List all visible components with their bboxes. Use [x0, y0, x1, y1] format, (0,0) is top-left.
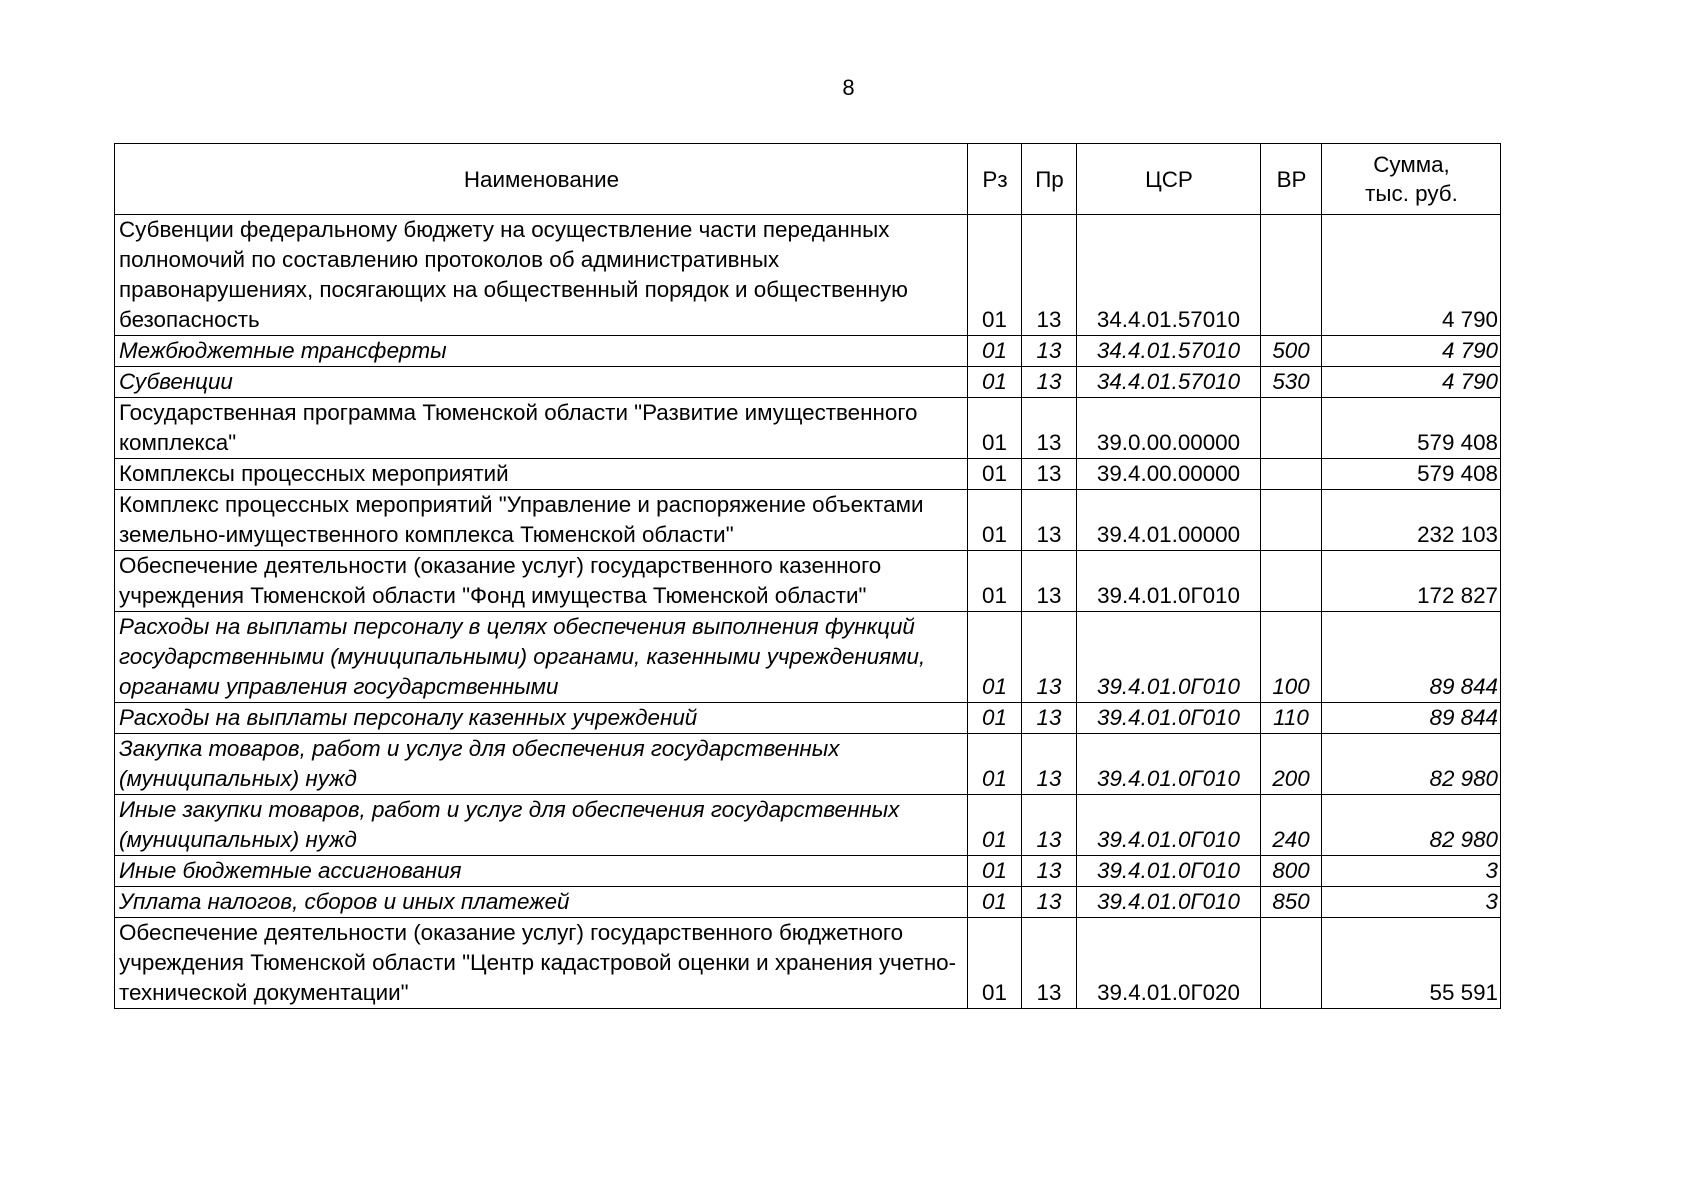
row-name: Иные бюджетные ассигнования — [115, 856, 968, 887]
table-row — [115, 367, 1501, 398]
row-pr: 13 — [1022, 703, 1077, 734]
row-sum: 172 827 — [1322, 551, 1501, 612]
row-sum: 89 844 — [1322, 703, 1501, 734]
row-vr — [1261, 918, 1322, 1009]
table-row — [115, 795, 1501, 856]
table-body — [115, 215, 1501, 1009]
row-csr: 39.4.01.0Г010 — [1077, 612, 1261, 703]
row-csr: 39.4.00.00000 — [1077, 459, 1261, 490]
row-pr: 13 — [1022, 612, 1077, 703]
row-rz: 01 — [968, 215, 1022, 336]
row-vr: 240 — [1261, 795, 1322, 856]
row-rz: 01 — [968, 795, 1022, 856]
row-sum: 82 980 — [1322, 795, 1501, 856]
row-rz: 01 — [968, 490, 1022, 551]
row-name: Комплексы процессных мероприятий — [115, 459, 968, 490]
row-name: Комплекс процессных мероприятий "Управление и распоряжение объектами земельно-имущественного комплекса Тюменской области" — [115, 490, 968, 551]
row-name: Закупка товаров, работ и услуг для обеспечения государственных (муниципальных) нужд — [115, 734, 968, 795]
row-vr — [1261, 398, 1322, 459]
table-row — [115, 734, 1501, 795]
header-rz: Рз — [968, 144, 1022, 215]
row-vr: 800 — [1261, 856, 1322, 887]
row-csr: 34.4.01.57010 — [1077, 367, 1261, 398]
row-vr: 110 — [1261, 703, 1322, 734]
row-pr: 13 — [1022, 918, 1077, 1009]
row-vr — [1261, 490, 1322, 551]
header-name: Наименование — [115, 144, 968, 215]
header-sum: Сумма, тыс. руб. — [1322, 144, 1501, 215]
row-pr: 13 — [1022, 367, 1077, 398]
row-csr: 39.4.01.0Г010 — [1077, 887, 1261, 918]
page-number: 8 — [842, 75, 855, 100]
row-name: Расходы на выплаты персоналу казенных учреждений — [115, 703, 968, 734]
row-pr: 13 — [1022, 490, 1077, 551]
row-pr: 13 — [1022, 459, 1077, 490]
row-name: Расходы на выплаты персоналу в целях обеспечения выполнения функций государственными (муниципальными) органами, казенными учреждениями, органами управления государственными — [115, 612, 968, 703]
row-pr: 13 — [1022, 887, 1077, 918]
row-rz: 01 — [968, 612, 1022, 703]
row-csr: 39.4.01.0Г020 — [1077, 918, 1261, 1009]
row-rz: 01 — [968, 336, 1022, 367]
row-name: Субвенции — [115, 367, 968, 398]
header-csr: ЦСР — [1077, 144, 1261, 215]
table-row — [115, 490, 1501, 551]
row-sum: 3 — [1322, 856, 1501, 887]
table-row — [115, 459, 1501, 490]
row-rz: 01 — [968, 918, 1022, 1009]
row-csr: 39.0.00.00000 — [1077, 398, 1261, 459]
table-row — [115, 336, 1501, 367]
row-rz: 01 — [968, 459, 1022, 490]
row-sum: 82 980 — [1322, 734, 1501, 795]
header-pr: Пр — [1022, 144, 1077, 215]
row-csr: 39.4.01.0Г010 — [1077, 734, 1261, 795]
table-row — [115, 398, 1501, 459]
row-csr: 39.4.01.00000 — [1077, 490, 1261, 551]
row-pr: 13 — [1022, 398, 1077, 459]
row-sum: 55 591 — [1322, 918, 1501, 1009]
row-csr: 39.4.01.0Г010 — [1077, 703, 1261, 734]
row-rz: 01 — [968, 703, 1022, 734]
row-rz: 01 — [968, 398, 1022, 459]
row-vr: 850 — [1261, 887, 1322, 918]
row-name: Иные закупки товаров, работ и услуг для обеспечения государственных (муниципальных) нужд — [115, 795, 968, 856]
row-pr: 13 — [1022, 551, 1077, 612]
row-vr: 200 — [1261, 734, 1322, 795]
row-rz: 01 — [968, 551, 1022, 612]
table-row — [115, 215, 1501, 336]
row-pr: 13 — [1022, 856, 1077, 887]
row-rz: 01 — [968, 856, 1022, 887]
row-sum: 89 844 — [1322, 612, 1501, 703]
row-vr: 100 — [1261, 612, 1322, 703]
table-row — [115, 703, 1501, 734]
row-vr — [1261, 215, 1322, 336]
row-pr: 13 — [1022, 795, 1077, 856]
row-name: Субвенции федеральному бюджету на осуществление части переданных полномочий по составлению протоколов об административных правонарушениях, посягающих на общественный порядок и общественную безопасность — [115, 215, 968, 336]
header-row — [115, 144, 1501, 215]
table-header — [115, 144, 1501, 215]
row-csr: 34.4.01.57010 — [1077, 215, 1261, 336]
row-name: Обеспечение деятельности (оказание услуг) государственного казенного учреждения Тюменской области "Фонд имущества Тюменской области" — [115, 551, 968, 612]
table-row — [115, 551, 1501, 612]
row-pr: 13 — [1022, 734, 1077, 795]
row-sum: 579 408 — [1322, 398, 1501, 459]
row-csr: 39.4.01.0Г010 — [1077, 551, 1261, 612]
row-vr: 500 — [1261, 336, 1322, 367]
row-name: Обеспечение деятельности (оказание услуг) государственного бюджетного учреждения Тюменской области "Центр кадастровой оценки и хранения учетно-технической документации" — [115, 918, 968, 1009]
row-csr: 34.4.01.57010 — [1077, 336, 1261, 367]
row-name: Уплата налогов, сборов и иных платежей — [115, 887, 968, 918]
row-name: Государственная программа Тюменской области "Развитие имущественного комплекса" — [115, 398, 968, 459]
row-rz: 01 — [968, 887, 1022, 918]
table-row — [115, 612, 1501, 703]
row-pr: 13 — [1022, 215, 1077, 336]
row-sum: 3 — [1322, 887, 1501, 918]
row-pr: 13 — [1022, 336, 1077, 367]
row-sum: 4 790 — [1322, 367, 1501, 398]
header-vr: ВР — [1261, 144, 1322, 215]
row-sum: 4 790 — [1322, 215, 1501, 336]
row-sum: 4 790 — [1322, 336, 1501, 367]
row-vr — [1261, 459, 1322, 490]
row-sum: 232 103 — [1322, 490, 1501, 551]
table-row — [115, 887, 1501, 918]
row-rz: 01 — [968, 367, 1022, 398]
table-row — [115, 856, 1501, 887]
budget-table — [114, 143, 1501, 1009]
row-name: Межбюджетные трансферты — [115, 336, 968, 367]
table-row — [115, 918, 1501, 1009]
row-csr: 39.4.01.0Г010 — [1077, 856, 1261, 887]
row-vr — [1261, 551, 1322, 612]
row-rz: 01 — [968, 734, 1022, 795]
row-sum: 579 408 — [1322, 459, 1501, 490]
row-csr: 39.4.01.0Г010 — [1077, 795, 1261, 856]
row-vr: 530 — [1261, 367, 1322, 398]
